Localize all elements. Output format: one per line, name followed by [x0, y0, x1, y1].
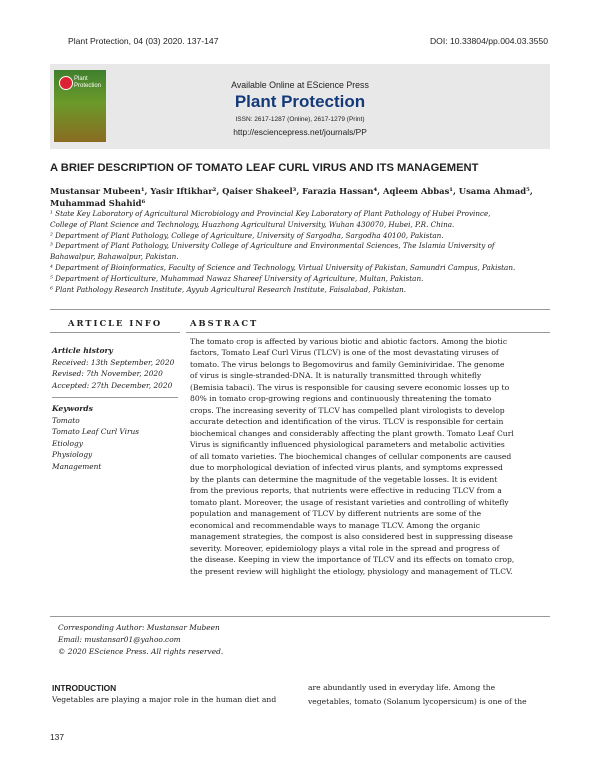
- abstract-line: The tomato crop is affected by various biotic and abiotic factors. Among the biotic: [190, 337, 508, 346]
- abstract-line: from the previous reports, that nutrients were effective in reducing TLCV from a: [190, 486, 502, 496]
- abstract-line: tomato plant. Moreover, the usage of resistant varieties and controlling of whitefly: [190, 497, 509, 507]
- revised-date: Revised: 7th November, 2020: [52, 369, 163, 379]
- abstract-line: biochemical changes and considerably affecting the plant growth. Tomato Leaf Curl: [190, 428, 514, 438]
- doi: DOI: 10.33804/pp.004.03.3550: [429, 36, 548, 46]
- abstract-line: tomato. The virus belongs to Begomovirus and family Geminiviridae. The genome: [190, 359, 505, 369]
- intro-right-column: [308, 681, 548, 709]
- article-info-heading: ARTICLE INFO: [68, 318, 163, 328]
- authors-line: Mustansar Mubeen¹, Yasir Iftikhar², Qaiser Shakeel³, Farazia Hassan⁴, Aqleem Abbas¹, Usama Ahmad⁵,: [50, 186, 533, 196]
- intro-left-column: Vegetables are playing a major role in the human diet and: [52, 695, 277, 704]
- journal-masthead: [50, 64, 550, 149]
- abstract-line: population and management of TLCV by different nutrients are some of the: [190, 509, 482, 519]
- abstract-line: (Bemisia tabaci). The virus is responsible for causing severe economic losses up to: [190, 382, 510, 392]
- cover-title: Plant Protection: [74, 76, 102, 89]
- abstract-line: of all tomato varieties. The biochemical changes of cellular components are caused: [190, 451, 512, 461]
- divider: [50, 309, 550, 310]
- intro-right-line: vegetables, tomato (Solanum lycopersicum) is one of the: [308, 697, 527, 706]
- received-date: Received: 13th September, 2020: [52, 357, 175, 367]
- divider: [52, 397, 178, 398]
- affiliations: [50, 209, 550, 295]
- article-title: A BRIEF DESCRIPTION OF TOMATO LEAF CURL VIRUS AND ITS MANAGEMENT: [50, 162, 479, 174]
- abstract-line: accurate detection and identification of the virus. TLCV is responsible for certain: [190, 417, 504, 427]
- history-heading: Article history: [52, 346, 113, 355]
- authors-line: Muhammad Shahid⁶: [50, 198, 146, 208]
- intro-right-line: are abundantly used in everyday life. Among the: [308, 683, 496, 692]
- keywords-heading: Keywords: [52, 404, 93, 413]
- abstract-line: the disease. Keeping in view the importance of TLCV and its effects on tomato crop,: [190, 555, 515, 565]
- introduction-heading: INTRODUCTION: [52, 683, 117, 693]
- abstract-line: the present review will highlight the etiology, physiology and management of TLCV.: [190, 566, 513, 576]
- author-list: [50, 185, 550, 209]
- abstract-line: due to morphological deviation of infected virus plants, and symptoms expressed: [190, 463, 503, 473]
- affiliation-line: College of Plant Science and Technology, Huazhong Agricultural University, Wuhan 430070, Hubei, P.R. China.: [50, 219, 455, 229]
- keyword: Physiology: [52, 450, 93, 460]
- affiliation-line: ³ Department of Plant Pathology, University College of Agriculture and Environmental Sciences, The Islamia University of: [50, 241, 495, 251]
- abstract-body: [190, 336, 542, 577]
- keyword: Etiology: [52, 438, 83, 448]
- abstract-line: severity. Moreover, epidemiology plays a vital role in the spread and progress of: [190, 543, 500, 553]
- journal-title: Plant Protection: [234, 92, 366, 111]
- running-header: [68, 36, 548, 46]
- abstract-line: 80% in tomato crop-growing regions and continuously threatening the tomato: [190, 394, 492, 404]
- abstract-line: of virus is single-stranded-DNA. It is naturally transmitted through whitefly: [190, 371, 482, 381]
- affiliation-line: ⁶ Plant Pathology Research Institute, Ayyub Agricultural Research Institute, Faisalabad, Pakistan.: [50, 284, 407, 294]
- keywords: [52, 403, 180, 473]
- issn: ISSN: 2617-1287 (Online), 2617-1279 (Print): [235, 116, 365, 123]
- abstract-line: Virus is significantly influenced physiological parameters and metabolic activities: [190, 440, 505, 450]
- affiliation-line: ⁵ Department of Horticulture, Muhammad Nawaz Shareef University of Agriculture, Multan, Pakistan.: [50, 273, 424, 283]
- article-history: [52, 345, 180, 391]
- journal-citation: Plant Protection, 04 (03) 2020. 137-147: [68, 36, 219, 46]
- abstract-line: management strategies, the compost is also considered best in suppressing disease: [190, 532, 513, 542]
- keyword: Tomato: [52, 415, 80, 425]
- affiliation-line: ² Department of Plant Pathology, College of Agriculture, University of Sargodha, Sargodha 40100, Pakistan.: [50, 230, 444, 240]
- corresponding-author: Corresponding Author: Mustansar Mubeen: [58, 623, 220, 632]
- affiliation-line: ⁴ Department of Bioinformatics, Faculty of Science and Technology, Virtual University of Pakistan, Samundri Campus, Pakistan.: [50, 262, 516, 272]
- abstract-line: by the plants can determine the magnitude of the vegetable losses. It is evident: [190, 474, 498, 484]
- availability-note: Available Online at EScience Press: [231, 80, 369, 90]
- abstract-line: factors, Tomato Leaf Curl Virus (TLCV) is one of the most devastating viruses of: [190, 348, 499, 358]
- abstract-heading: ABSTRACT: [190, 318, 259, 328]
- copyright: © 2020 EScience Press. All rights reserved.: [58, 647, 224, 656]
- divider: [50, 332, 180, 333]
- accepted-date: Accepted: 27th December, 2020: [52, 380, 173, 390]
- page-number: 137: [50, 732, 64, 742]
- abstract-line: crops. The increasing severity of TLCV has compelled plant virologists to develop: [190, 405, 505, 415]
- correspondence: [58, 622, 358, 658]
- affiliation-line: Bahawalpur, Bahawalpur, Pakistan.: [50, 252, 179, 262]
- divider: [50, 616, 550, 617]
- keyword: Management: [52, 461, 102, 471]
- divider: [186, 332, 550, 333]
- affiliation-line: ¹ State Key Laboratory of Agricultural Microbiology and Provincial Key Laboratory of Plant Pathology of Hubei Province,: [50, 209, 491, 218]
- journal-url[interactable]: http://esciencepress.net/journals/PP: [233, 127, 367, 137]
- corresponding-email[interactable]: Email: mustansar01@yahoo.com: [58, 635, 181, 644]
- keyword: Tomato Leaf Curl Virus: [52, 427, 140, 437]
- abstract-line: economical and recommendable ways to manage TLCV. Among the organic: [190, 520, 480, 530]
